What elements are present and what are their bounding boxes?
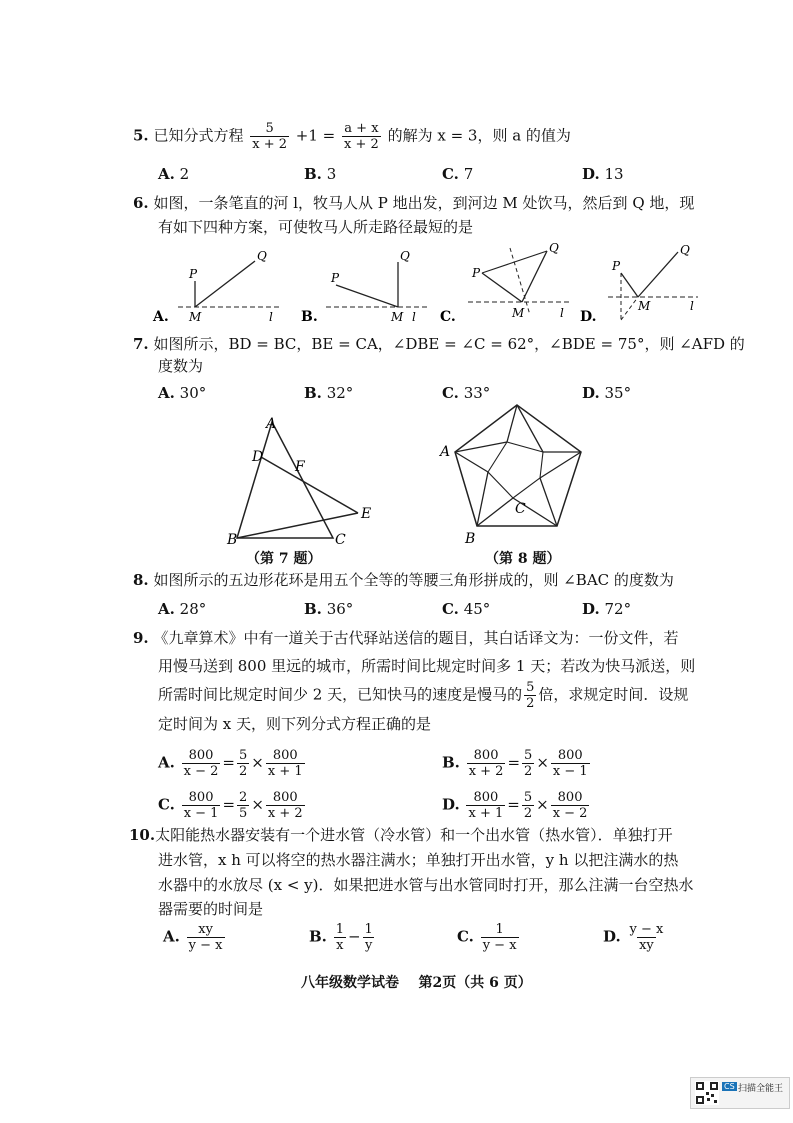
svg-text:Q: Q	[400, 249, 410, 263]
svg-text:Q: Q	[549, 241, 559, 255]
q8-option-c: C. 45°	[442, 600, 491, 618]
q9-stem-line3: 所需时间比规定时间少 2 天，已知快马的速度是慢马的 $\frac{5}{2}$ 倍，求规定时间．设规	[158, 680, 689, 711]
svg-text:l: l	[560, 306, 564, 320]
svg-text:P: P	[331, 271, 340, 285]
footer-page-number: 第2页（共 6 页）	[418, 975, 532, 991]
svg-text:P: P	[472, 266, 481, 280]
scanner-badge	[690, 1077, 790, 1109]
q10-stem-line2: 进水管，x h 可以将空的热水器注满水；单独打开出水管，y h 以把注满水的热	[158, 851, 679, 869]
q7-option-d: D. 35°	[582, 384, 632, 402]
footer-title: 八年级数学试卷	[301, 975, 399, 991]
q5-option-c: C. 7	[442, 165, 474, 183]
q6-figure-b	[301, 249, 428, 325]
q8-stem: 8. 如图所示的五边形花环是用五个全等的等腰三角形拼成的，则 ∠BAC 的度数为	[133, 571, 674, 589]
q8-figure	[435, 400, 595, 550]
q10-stem-line3: 水器中的水放尽 (x < y)．如果把进水管与出水管同时打开，那么注满一台空热水	[158, 876, 694, 894]
svg-text:M: M	[512, 306, 525, 320]
q9-ratio-fraction: $\frac{5}{2}$	[526, 680, 535, 711]
cs-logo-icon: CS	[724, 1082, 735, 1091]
q5-option-d: D. 13	[582, 165, 624, 183]
q8-option-a: A. 28°	[158, 600, 207, 618]
q7-option-c: C. 33°	[442, 384, 491, 402]
q10-stem-line4: 器需要的时间是	[158, 900, 264, 918]
q5-fraction-2: $\frac{a + x}{x + 2}$	[344, 121, 379, 152]
badge-brand: 扫描全能王	[738, 1084, 784, 1094]
svg-text:C: C	[335, 532, 346, 548]
q7-caption: （第 7 题）	[246, 551, 322, 567]
svg-text:D.: D.	[580, 309, 597, 325]
svg-text:C.: C.	[440, 309, 456, 325]
q6-figure-c	[440, 241, 570, 325]
page-footer	[301, 972, 532, 992]
svg-text:l: l	[269, 310, 273, 324]
svg-text:Q: Q	[257, 249, 267, 263]
svg-text:F: F	[295, 459, 305, 475]
svg-text:P: P	[189, 267, 198, 281]
q8-caption: （第 8 题）	[485, 551, 561, 567]
q9-option-a: A. $\frac{800}{x - 2}$ = $\frac{5}{2}$ × $\frac{800}{x + 1}$	[158, 748, 303, 779]
q7-figure	[220, 410, 380, 550]
q10-option-b: B. $\frac{1}{x}$ − $\frac{1}{y}$	[309, 922, 373, 953]
q10-option-a: A. $\frac{xy}{y - x}$	[163, 922, 223, 953]
q6-figures	[150, 240, 710, 330]
q6-stem-line2: 有如下四种方案，可使牧马人所走路径最短的是	[158, 218, 474, 236]
svg-text:M: M	[189, 310, 202, 324]
q7-stem-line1: 7. 如图所示，BD = BC，BE = CA，∠DBE = ∠C = 62°，∠BDE = 75°，则 ∠AFD 的	[133, 335, 745, 353]
q8-option-d: D. 72°	[582, 600, 632, 618]
q9-stem-line4: 定时间为 x 天，则下列分式方程正确的是	[158, 715, 431, 733]
svg-text:E: E	[361, 506, 372, 522]
q5-option-a: A. 2	[158, 165, 190, 183]
q7-option-b: B. 32°	[304, 384, 354, 402]
q9-option-c: C. $\frac{800}{x - 1}$ = $\frac{2}{5}$ × $\frac{800}{x + 2}$	[158, 790, 303, 821]
q8-option-b: B. 36°	[304, 600, 354, 618]
q9-option-b: B. $\frac{800}{x + 2}$ = $\frac{5}{2}$ × $\frac{800}{x - 1}$	[442, 748, 588, 779]
svg-text:C: C	[515, 501, 526, 517]
q6-stem-line1: 6. 如图，一条笔直的河 l，牧马人从 P 地出发，到河边 M 处饮马，然后到 Q 地，现	[133, 194, 695, 212]
svg-text:A.: A.	[153, 309, 169, 325]
q10-option-c: C. $\frac{1}{y - x}$	[457, 922, 517, 953]
q5-stem: 5. 已知分式方程 $\frac{5}{x + 2}$ +1 = $\frac{a + x}{x + 2}$ 的解为 x = 3，则 a 的值为	[133, 121, 571, 152]
qr-code-icon	[695, 1081, 719, 1105]
svg-text:Q: Q	[680, 243, 690, 257]
q7-option-a: A. 30°	[158, 384, 207, 402]
svg-text:M: M	[638, 299, 651, 313]
q10-option-d: D. $\frac{y - x}{xy}$	[603, 922, 664, 953]
q9-option-d: D. $\frac{800}{x + 1}$ = $\frac{5}{2}$ × $\frac{800}{x - 2}$	[442, 790, 588, 821]
q7-stem-line2: 度数为	[158, 357, 204, 375]
svg-text:l: l	[690, 299, 694, 313]
svg-text:B: B	[227, 532, 238, 548]
svg-text:D: D	[252, 449, 264, 465]
q9-stem-line2: 用慢马送到 800 里远的城市，所需时间比规定时间多 1 天；若改为快马派送，则	[158, 657, 696, 675]
svg-text:B: B	[465, 531, 476, 547]
svg-text:l: l	[412, 310, 416, 324]
q5-option-b: B. 3	[304, 165, 337, 183]
svg-text:B.: B.	[301, 309, 318, 325]
svg-text:P: P	[612, 259, 621, 273]
q5-fraction-1: $\frac{5}{x + 2}$	[252, 121, 288, 152]
q9-stem-line1: 9. 《九章算术》中有一道关于古代驿站送信的题目，其白话译文为：一份文件，若	[133, 629, 679, 647]
q6-figure-a	[152, 249, 280, 325]
svg-text:A: A	[440, 444, 451, 460]
svg-text:M: M	[391, 310, 404, 324]
q6-figure-d	[580, 243, 698, 325]
q10-stem-line1: 10.太阳能热水器安装有一个进水管（冷水管）和一个出水管（热水管）．单独打开	[129, 826, 673, 844]
svg-text:A: A	[266, 416, 277, 432]
